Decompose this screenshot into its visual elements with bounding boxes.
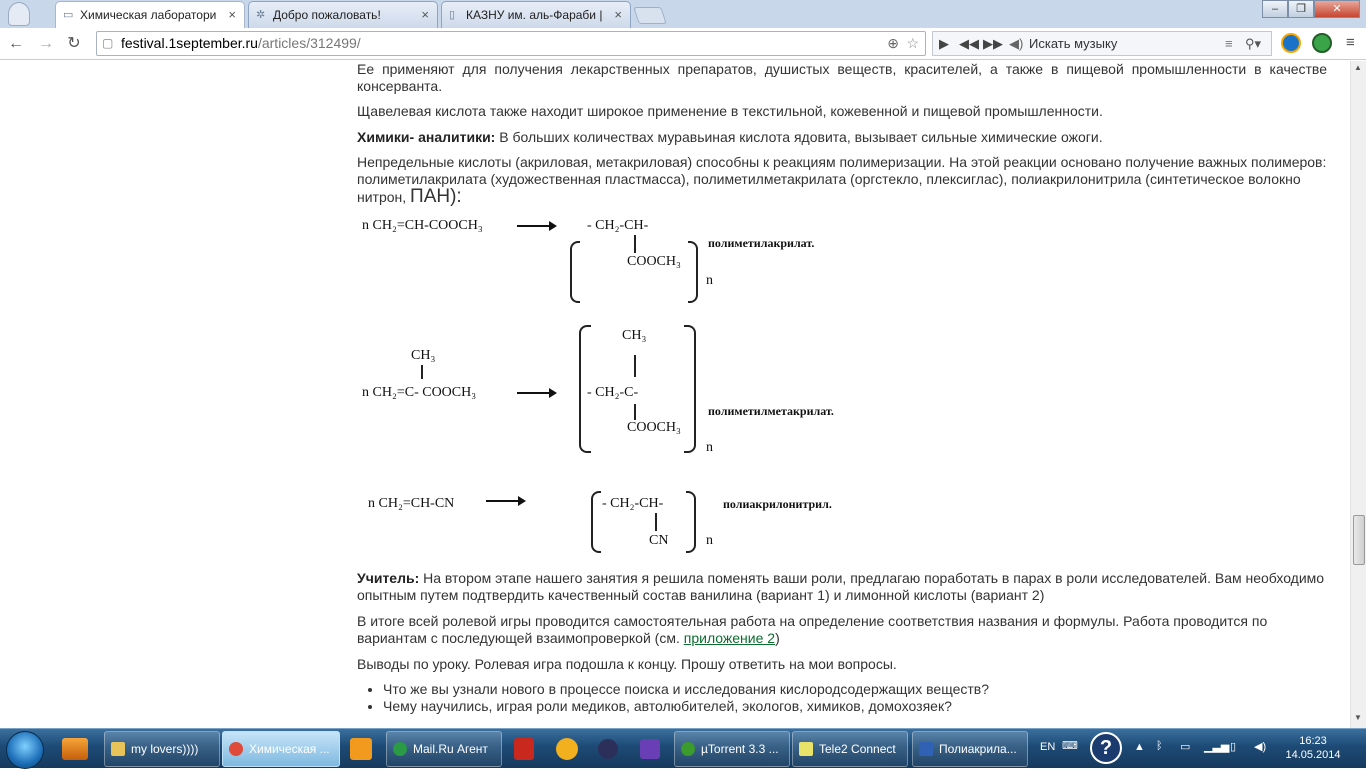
forward-button[interactable]: → [38,35,54,52]
paragraph: Щавелевая кислота также находит широкое применение в текстильной, кожевенной и пищевой промышленности. [357,103,1103,119]
clock-date: 14.05.2014 [1285,749,1341,761]
paragraph-text: В больших количествах муравьиная кислота ядовита, вызывает сильные химические ожоги. [495,129,1103,145]
taskbar-item-chrome[interactable] [222,731,340,767]
chrome-icon [229,742,243,756]
monomer-formula: n CH₂=CH-CN [368,496,455,511]
address-bar[interactable] [96,31,926,56]
tab-label: Добро пожаловать! [273,8,381,22]
volume-icon[interactable]: ◀) [1009,36,1024,51]
right-bracket [686,491,696,553]
profile-icon[interactable] [8,2,30,26]
side-group: COOCH₃ [627,254,681,269]
url-path: /articles/312499/ [257,35,361,51]
bluetooth-icon[interactable]: ᛒ [1156,740,1163,752]
taskbar-label: Mail.Ru Агент [413,742,488,756]
windows-taskbar [0,728,1366,768]
bond-line [634,355,636,377]
monomer-formula: n CH₂=C- COOCH₃ [362,385,477,400]
language-indicator[interactable]: EN [1040,741,1056,753]
utorrent-icon [681,742,695,756]
taskbar-item-tele2[interactable] [792,731,908,767]
reload-button[interactable]: ↻ [67,35,81,52]
new-tab-button[interactable] [633,7,667,24]
polymer-chain: - CH₂-CH- [587,218,649,233]
bond-line [421,365,423,379]
show-hidden-icons[interactable]: ▲ [1134,741,1145,753]
polymer-name: полиметилакрилат. [708,236,815,250]
right-bracket [688,241,698,303]
taskbar-label: Полиакрила... [939,742,1017,756]
tab-welcome[interactable] [248,1,438,28]
clock[interactable] [1278,734,1348,762]
wrench-menu-icon[interactable]: ≡ [1346,34,1355,51]
paragraph: Выводы по уроку. Ролевая игра подошла к концу. Прошу ответить на мои вопросы. [357,656,897,672]
scroll-thumb[interactable] [1353,515,1365,565]
pan-label: ПАН): [410,186,462,207]
browser-toolbar [0,28,1366,60]
tab-label: КАЗНУ им. аль-Фараби | [466,8,603,22]
reaction-arrow [517,225,555,227]
paragraph [357,613,1327,647]
paragraph [357,154,1327,206]
odnoklassniki-icon[interactable] [350,738,372,760]
tab-label: Химическая лаборатори [80,8,217,22]
close-tab-icon[interactable]: × [228,7,236,22]
close-tab-icon[interactable]: × [421,7,429,22]
close-window-button[interactable]: ✕ [1314,0,1360,18]
taskbar-item-folder[interactable] [104,731,220,767]
tab-chemistry-lab[interactable] [55,1,245,28]
paragraph: Ее применяют для получения лекарственных препаратов, душистых веществ, красителей, а также в пищевой промышленности в качестве консерванта. [357,61,1327,94]
side-group: COOCH₃ [627,420,681,435]
list-item: • Чему научились, играя роли медиков, автолюбителей, экологов, химиков, домохозяек? [383,698,1327,715]
methyl-group: CH₃ [411,348,436,363]
paragraph [357,129,1327,146]
gear-page-icon: ✲ [256,9,266,21]
subscript-n: n [706,273,713,288]
page-icon: ▢ [102,36,114,50]
menu-icon[interactable]: ≡ [1225,36,1233,51]
taskbar-item-word[interactable] [912,731,1028,767]
app-icon[interactable] [640,739,660,759]
taskbar-label: µTorrent 3.3 ... [701,742,779,756]
bond-line [655,513,657,531]
side-group: CN [649,533,669,548]
polymer-name: полиметилметакрилат. [708,404,834,418]
bond-line [634,404,636,420]
vertical-scrollbar[interactable] [1350,61,1366,728]
previous-icon[interactable]: ◀◀ [959,36,979,51]
music-search-input[interactable]: Искать музыку [1029,36,1118,51]
tele2-icon [799,742,813,756]
music-extension-bar [932,31,1272,56]
play-icon[interactable]: ▶ [939,36,949,51]
reaction-arrow [486,500,524,502]
tab-strip [0,0,1366,28]
methyl-group: CH₃ [622,328,647,343]
page-icon: ▭ [63,9,74,21]
left-bracket [570,241,580,303]
url-domain: festival.1september.ru [121,35,258,51]
list-item: • Что же вы узнали нового в процессе поиска и исследования кислородсодержащих веществ? [383,681,1327,698]
paragraph-text: На втором этапе нашего занятия я решила поменять ваши роли, предлагаю поработать в парах в роли исследователей. Вам необходимо опытным путем подтвердить качественный состав ванилина (вариант 1) и лимонной кислоты (вариант 2) [357,570,1325,603]
role-label: Учитель: [357,570,420,586]
taskbar-label: Tele2 Connect [819,742,896,756]
reaction-arrow [517,392,555,394]
extension-icon[interactable] [1312,33,1332,53]
volume-icon[interactable]: ◀) [1254,741,1267,753]
network-icon[interactable]: ▁▃▅ [1204,741,1230,753]
bookmark-star-icon[interactable]: ☆ [906,35,919,51]
paragraph-text: ) [775,630,780,646]
taskbar-label: my lovers)))) [131,742,199,756]
subscript-n: n [706,533,713,548]
clock-time: 16:23 [1299,735,1327,747]
appendix-link[interactable]: приложение 2 [683,630,776,646]
help-icon[interactable]: ? [1090,732,1122,764]
taskbar-item-mail-agent[interactable] [386,731,502,767]
polymer-chain: - CH₂-CH- [602,496,664,511]
taskbar-item-utorrent[interactable] [674,731,790,767]
close-tab-icon[interactable]: × [614,7,622,22]
mail-agent-icon [393,742,407,756]
mail-agent-icon[interactable] [1281,33,1301,53]
next-icon[interactable]: ▶▶ [983,36,1003,51]
left-bracket [591,491,601,553]
scroll-up-icon[interactable]: ▲ [1354,63,1362,72]
folder-icon [111,742,125,756]
page-viewport [0,61,1350,728]
monomer-formula: n CH₂=CH-COOCH₃ [362,218,483,233]
polymer-name: полиакрилонитрил. [723,497,832,511]
keyboard-icon[interactable]: ⌨ [1062,740,1078,752]
paragraph [357,570,1327,604]
scroll-down-icon[interactable]: ▼ [1354,713,1362,722]
power-icon[interactable]: ▯ [1230,741,1237,753]
minimize-button[interactable]: – [1262,0,1288,18]
back-button[interactable]: ← [8,35,24,52]
right-bracket [684,325,696,453]
game-icon[interactable] [598,739,618,759]
bond-line [634,235,636,253]
search-icon[interactable]: ⚲▾ [1245,36,1262,51]
start-button[interactable] [6,731,44,769]
subscript-n: n [706,440,713,455]
taskbar-label: Химическая ... [249,742,330,756]
paragraph-text: В итоге всей ролевой игры проводится самостоятельная работа на определение соответствия названия и формулы. Работа проводится по вариантам с последующей взаимопроверкой (см. [357,613,1268,646]
tab-kaznu[interactable] [441,1,631,28]
usb-icon[interactable]: ▭ [1180,741,1191,753]
pdf-icon[interactable] [514,738,534,760]
role-label: Химики- аналитики: [357,129,496,145]
zoom-icon[interactable]: ⊕ [887,35,899,51]
question-list [357,681,1327,715]
word-icon [919,742,933,756]
mail-icon[interactable] [556,738,578,760]
polymer-chain: - CH₂-C- [587,385,639,400]
page-icon: ▯ [449,9,456,21]
maximize-button[interactable]: ❐ [1288,0,1314,18]
paragraph-text: Непредельные кислоты (акриловая, метакриловая) способны к реакциям полимеризации. На этой реакции основано получение важных полимеров: полиметилакрилата (художественная пластмасса), полиметилметакрилата (оргстекло, плексиглас), полиакрилонитрила (синтетическое волокно нитрон, [357,154,1327,205]
media-player-icon[interactable] [62,738,88,760]
